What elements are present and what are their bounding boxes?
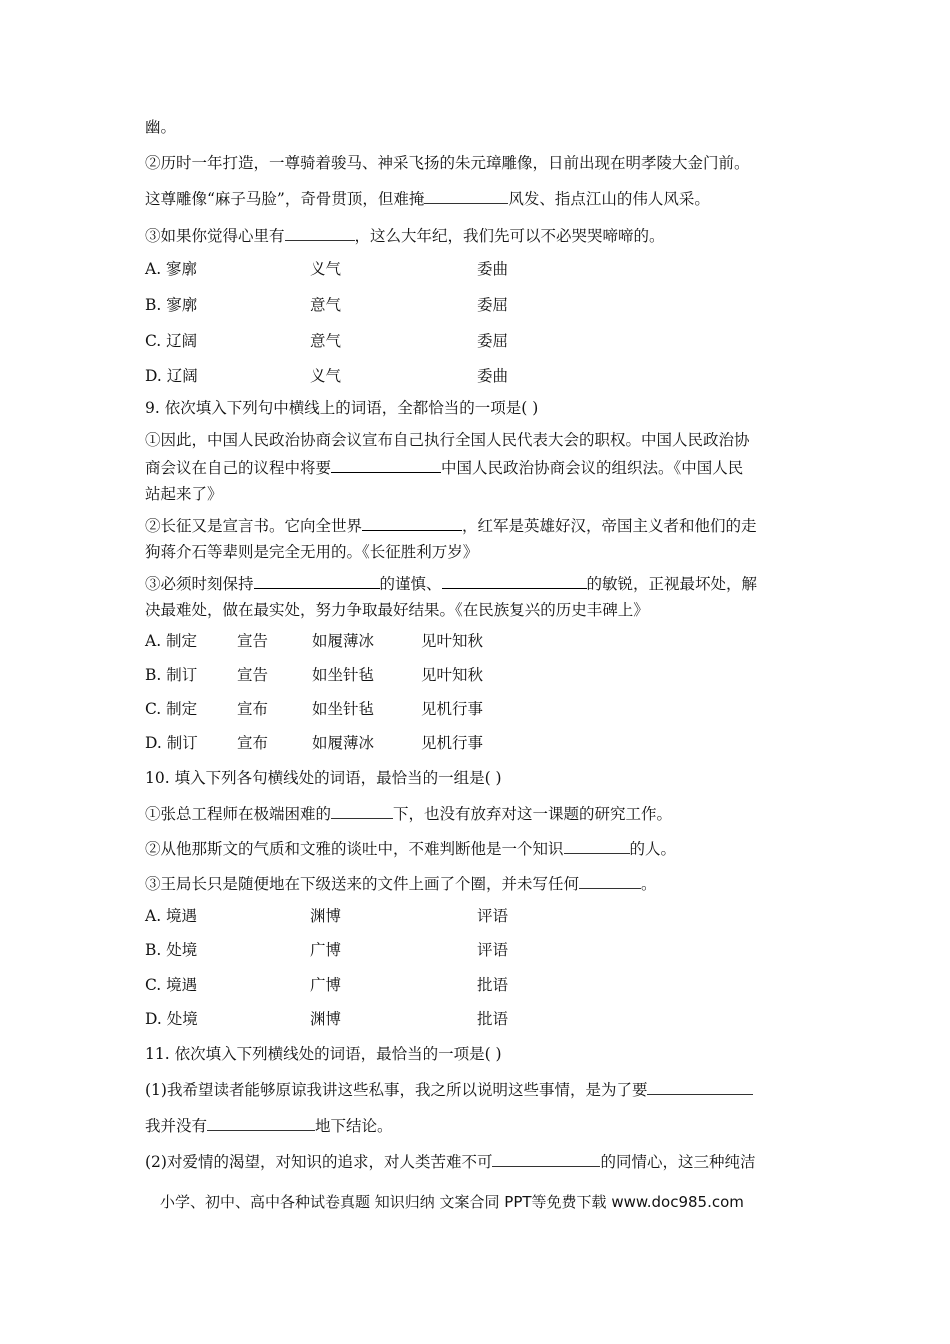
option-label: A. 制定 (145, 632, 198, 650)
text-line: 狗蒋介石等辈则是完全无用的。《长征胜利万岁》 (145, 543, 479, 561)
option-label: B. 寥廓 (145, 296, 198, 314)
text-line: ①张总工程师在极端困难的 下，也没有放弃对这一课题的研究工作。 (145, 805, 673, 823)
option-label: D. 处境 (145, 1010, 198, 1028)
question-stem: 10. 填入下列各句横线处的词语，最恰当的一组是( ) (145, 769, 502, 787)
text-line: ②从他那斯文的气质和文雅的谈吐中，不难判断他是一个知识 的人。 (145, 840, 677, 858)
fill-blank (331, 803, 393, 819)
option-word: 批语 (477, 976, 509, 994)
option-word: 如坐针毡 (312, 700, 375, 718)
text-line: ③如果你觉得心里有 ，这么大年纪，我们先可以不必哭哭啼啼的。 (145, 227, 665, 245)
option-label: B. 处境 (145, 941, 198, 959)
text-line: (2)对爱情的渴望，对知识的追求，对人类苦难不可 的同情心，这三种纯洁 (145, 1153, 756, 1171)
text-line: ③必须时刻保持 的谨慎、 的敏锐，正视最坏处，解 (145, 575, 758, 593)
option-word: 宣布 (237, 700, 269, 718)
text-line: ②历时一年打造，一尊骑着骏马、神采飞扬的朱元璋雕像，日前出现在明孝陵大金门前。 (145, 154, 750, 172)
option-word: 渊博 (310, 907, 342, 925)
fill-blank (579, 873, 641, 889)
text-line: 决最难处，做在最实处，努力争取最好结果。《在民族复兴的历史丰碑上》 (145, 601, 649, 619)
question-stem: 11. 依次填入下列横线处的词语，最恰当的一项是( ) (145, 1045, 502, 1063)
option-label: D. 辽阔 (145, 367, 198, 385)
fill-blank (207, 1115, 315, 1131)
option-word: 如坐针毡 (312, 666, 375, 684)
option-word: 意气 (310, 332, 342, 350)
text-line: 幽。 (145, 118, 177, 136)
text-line: 我并没有 地下结论。 (145, 1117, 393, 1135)
option-label: D. 制订 (145, 734, 198, 752)
option-word: 义气 (310, 367, 342, 385)
fill-blank (492, 1151, 600, 1167)
option-label: B. 制订 (145, 666, 198, 684)
text-line: ①因此，中国人民政治协商会议宣布自己执行全国人民代表大会的职权。中国人民政治协 (145, 431, 750, 449)
text-line: 站起来了》 (145, 485, 223, 503)
option-word: 意气 (310, 296, 342, 314)
option-word: 宣告 (237, 666, 269, 684)
fill-blank (564, 838, 630, 854)
option-label: C. 制定 (145, 700, 198, 718)
option-word: 渊博 (310, 1010, 342, 1028)
option-word: 批语 (477, 1010, 509, 1028)
option-label: A. 境遇 (145, 907, 198, 925)
fill-blank (442, 573, 587, 589)
option-label: C. 辽阔 (145, 332, 198, 350)
text-line: 商会议在自己的议程中将要 中国人民政治协商会议的组织法。《中国人民 (145, 459, 744, 477)
option-word: 委屈 (477, 296, 509, 314)
text-line: ③王局长只是随便地在下级送来的文件上画了个圈，并未写任何 。 (145, 875, 657, 893)
option-word: 见机行事 (421, 700, 484, 718)
text-line: 这尊雕像“麻子马脸”，奇骨贯顶，但难掩 风发、指点江山的伟人风采。 (145, 190, 710, 208)
question-stem: 9. 依次填入下列句中横线上的词语，全都恰当的一项是( ) (145, 399, 539, 417)
option-word: 委曲 (477, 367, 509, 385)
option-word: 宣布 (237, 734, 269, 752)
option-word: 广博 (310, 941, 342, 959)
option-label: A. 寥廓 (145, 260, 198, 278)
option-word: 宣告 (237, 632, 269, 650)
option-word: 评语 (477, 941, 509, 959)
fill-blank (424, 188, 508, 204)
option-word: 见叶知秋 (421, 666, 484, 684)
option-label: C. 境遇 (145, 976, 198, 994)
option-word: 见机行事 (421, 734, 484, 752)
option-word: 如履薄冰 (312, 632, 375, 650)
fill-blank (362, 515, 462, 531)
option-word: 如履薄冰 (312, 734, 375, 752)
page-footer: 小学、初中、高中各种试卷真题 知识归纳 文案合同 PPT等免费下载 www.doc985.com (160, 1193, 744, 1211)
option-word: 义气 (310, 260, 342, 278)
option-word: 见叶知秋 (421, 632, 484, 650)
option-word: 广博 (310, 976, 342, 994)
fill-blank (331, 457, 441, 473)
fill-blank (254, 573, 380, 589)
option-word: 委曲 (477, 260, 509, 278)
option-word: 评语 (477, 907, 509, 925)
option-word: 委屈 (477, 332, 509, 350)
fill-blank (647, 1079, 753, 1095)
text-line: (1)我希望读者能够原谅我讲这些私事，我之所以说明这些事情，是为了要 (145, 1079, 753, 1100)
fill-blank (285, 225, 355, 241)
text-line: ②长征又是宣言书。它向全世界 ，红军是英雄好汉，帝国主义者和他们的走 (145, 517, 757, 535)
